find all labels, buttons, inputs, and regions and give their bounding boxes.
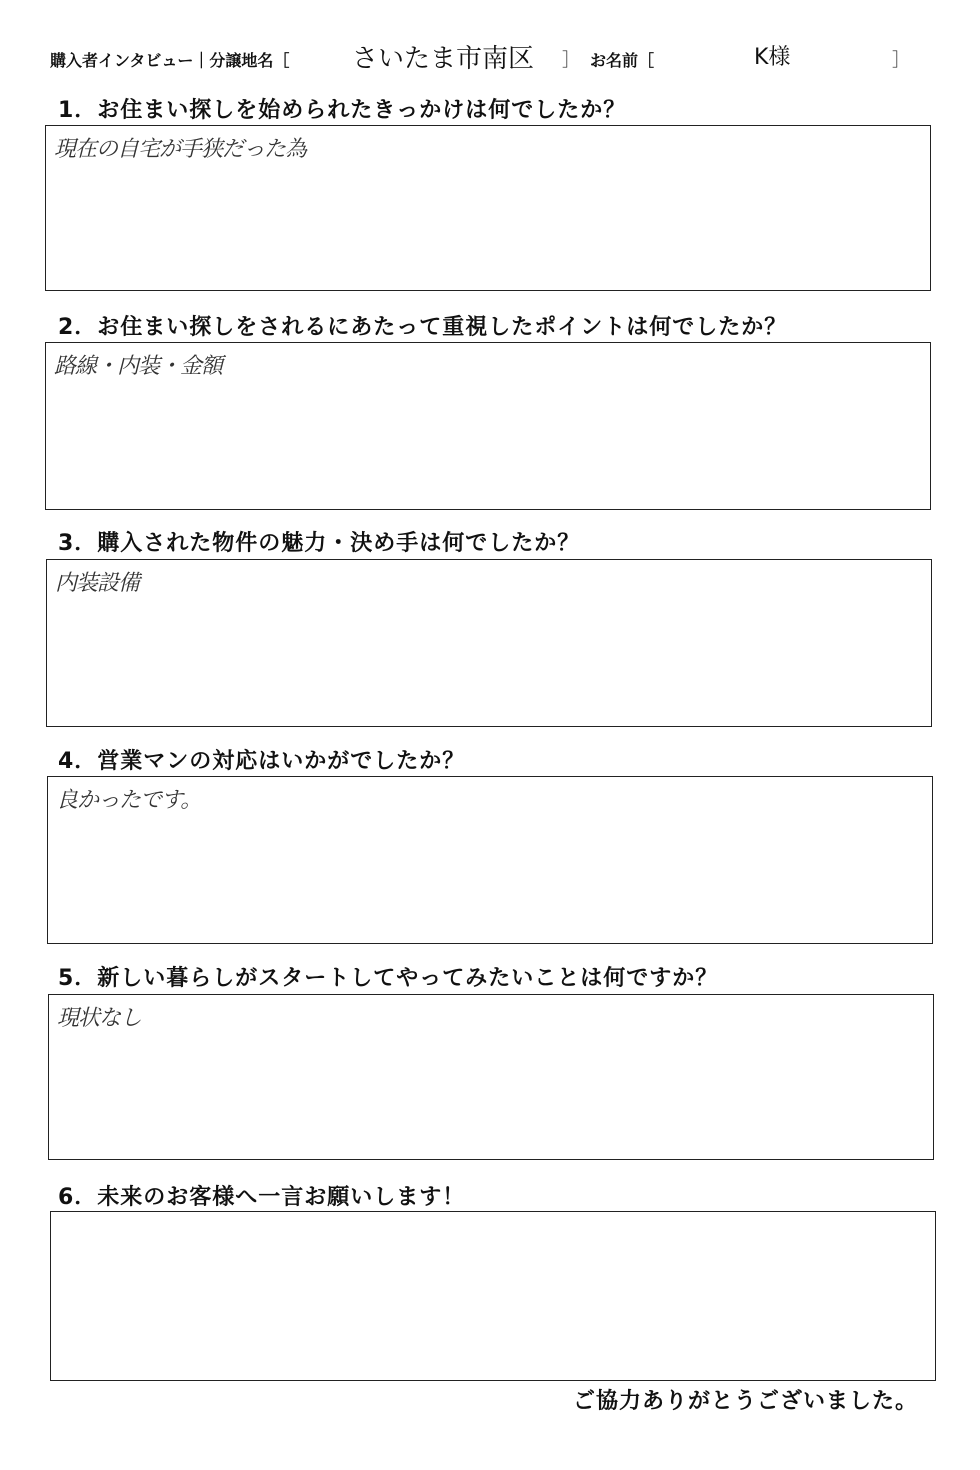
bracket-close: ］ bbox=[562, 50, 580, 71]
question-5-title: 5．新しい暮らしがスタートしてやってみたいことは何ですか？ bbox=[58, 966, 719, 991]
bracket-close: ］ bbox=[892, 50, 910, 71]
answer-4-text: 良かったです。 bbox=[56, 788, 202, 813]
header bbox=[50, 38, 920, 74]
interview-label: 購入者インタビュー｜分譲地名［ bbox=[50, 51, 290, 70]
thanks-message: ご協力ありがとうございました。 bbox=[572, 1389, 918, 1414]
answer-5-text: 現状なし bbox=[57, 1006, 142, 1031]
answer-box-4 bbox=[47, 776, 933, 944]
answer-box-1 bbox=[45, 125, 931, 291]
question-6-title: 6．未来のお客様へ一言お願いします！ bbox=[58, 1185, 466, 1210]
answer-box-2 bbox=[45, 342, 931, 510]
name-label: お名前［ bbox=[590, 51, 655, 70]
answer-1-text: 現在の自宅が手狭だった為 bbox=[54, 137, 307, 162]
answer-box-6 bbox=[50, 1211, 936, 1381]
question-4-title: 4．営業マンの対応はいかがでしたか？ bbox=[58, 749, 466, 774]
answer-3-text: 内装設備 bbox=[55, 571, 140, 596]
answer-box-3 bbox=[46, 559, 932, 727]
question-3-title: 3．購入された物件の魅力・決め手は何でしたか？ bbox=[58, 531, 581, 556]
answer-2-text: 路線・内装・金額 bbox=[54, 354, 223, 379]
answer-box-5 bbox=[48, 994, 934, 1160]
question-1-title: 1．お住まい探しを始められたきっかけは何でしたか？ bbox=[58, 98, 627, 123]
customer-name: K様 bbox=[754, 45, 791, 70]
question-2-title: 2．お住まい探しをされるにあたって重視したポイントは何でしたか？ bbox=[58, 315, 788, 340]
location-value: さいたま市南区 bbox=[352, 44, 535, 74]
